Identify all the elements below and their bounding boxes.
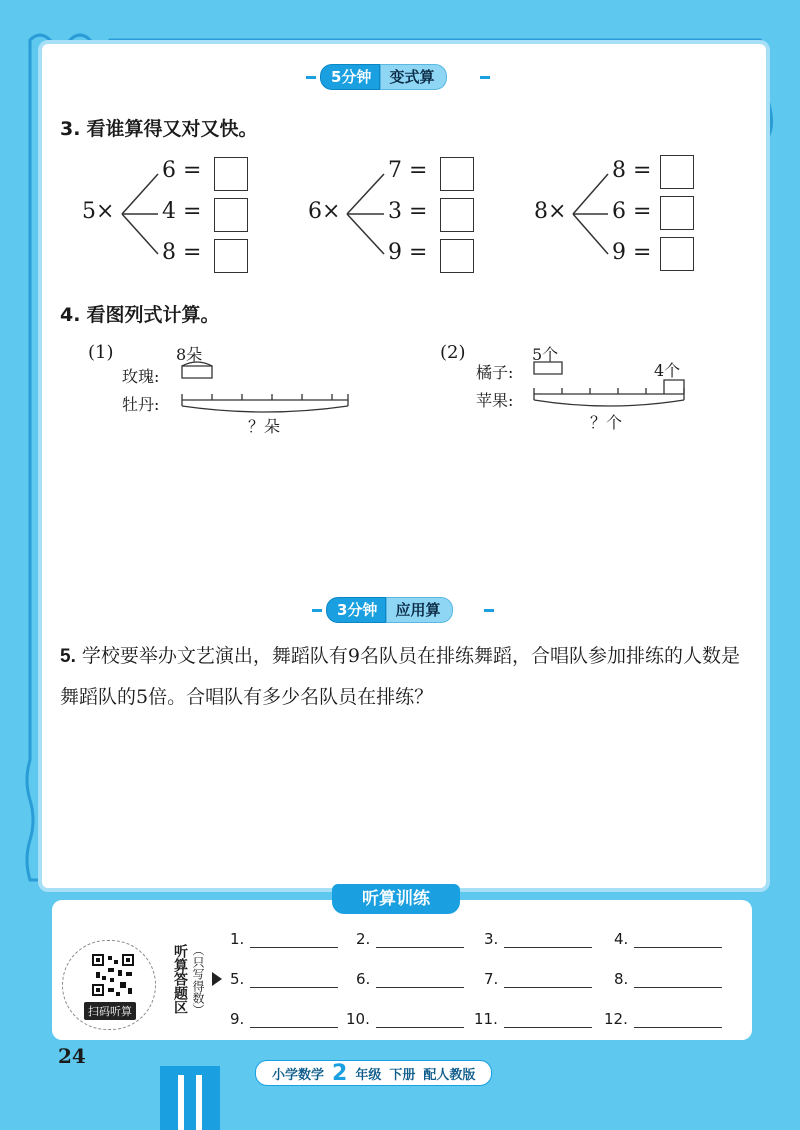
q4-p2-bottom: ？个 [590,413,623,432]
section-time: 3分钟 [326,597,386,623]
q4-p2-row1-label: 橘子: [476,363,514,382]
answer-slot[interactable]: 12. [604,1010,722,1028]
answer-slot[interactable]: 1. [230,930,338,948]
q3-item: 8 = [612,158,652,183]
q3-item: 8 = [162,240,202,265]
q4-p2-row2-label: 苹果: [476,391,514,410]
qr-code-icon[interactable] [90,952,136,998]
answer-slot[interactable]: 6. [356,970,464,988]
answer-slot[interactable]: 5. [230,970,338,988]
q3-title: 3. 看谁算得又对又快。 [60,118,258,140]
q3-item: 6 = [162,158,202,183]
listening-title: 听算训练 [332,884,460,914]
play-arrow-icon [212,972,222,986]
answer-slot[interactable]: 10. [346,1010,464,1028]
answer-slot[interactable]: 8. [614,970,722,988]
section-time: 5分钟 [320,64,380,90]
q3-base-2: 6× [308,199,341,224]
answer-area-label: 听算答题区 [172,944,188,1014]
q3-item: 9 = [388,240,428,265]
q3-base-1: 5× [82,199,115,224]
q4-p1-row2-label: 牡丹: [122,395,160,414]
answer-area-note: （只写得数） [191,944,205,1016]
answer-slot[interactable]: 4. [614,930,722,948]
book-footer: 小学数学 2 年级 下册 配人教版 [255,1060,492,1086]
q3-base-3: 8× [534,199,567,224]
q3-item: 3 = [388,199,428,224]
q4-p1-bottom: ？朵 [248,417,281,436]
section-badge-3min [326,597,453,623]
q4-p1-row1-label: 玫瑰: [122,367,160,386]
answer-slot[interactable]: 3. [484,930,592,948]
q3-item: 7 = [388,158,428,183]
section-label: 变式算 [380,64,447,90]
answer-slot[interactable]: 2. [356,930,464,948]
answer-slot[interactable]: 11. [474,1010,592,1028]
answer-slot[interactable]: 9. [230,1010,338,1028]
q4-p2-top-value: 5个 [532,345,559,364]
q4-p2-right-value: 4个 [654,361,681,380]
page-number: 24 [58,1044,86,1068]
q5-question: 5. 学校要举办文艺演出，舞蹈队有9名队员在排练舞蹈，合唱队参加排练的人数是舞蹈队的5倍。合唱队有多少名队员在排练？ [60,645,740,708]
q3-item: 9 = [612,240,652,265]
q4-title: 4. 看图列式计算。 [60,304,220,326]
section-label: 应用算 [386,597,453,623]
q3-item: 6 = [612,199,652,224]
q4-part2-label: (2) [440,342,466,363]
qr-label: 扫码听算 [84,1002,136,1020]
q4-p1-top-value: 8朵 [176,345,203,364]
q3-item: 4 = [162,199,202,224]
answer-slot[interactable]: 7. [484,970,592,988]
q4-part1-label: (1) [88,342,114,363]
